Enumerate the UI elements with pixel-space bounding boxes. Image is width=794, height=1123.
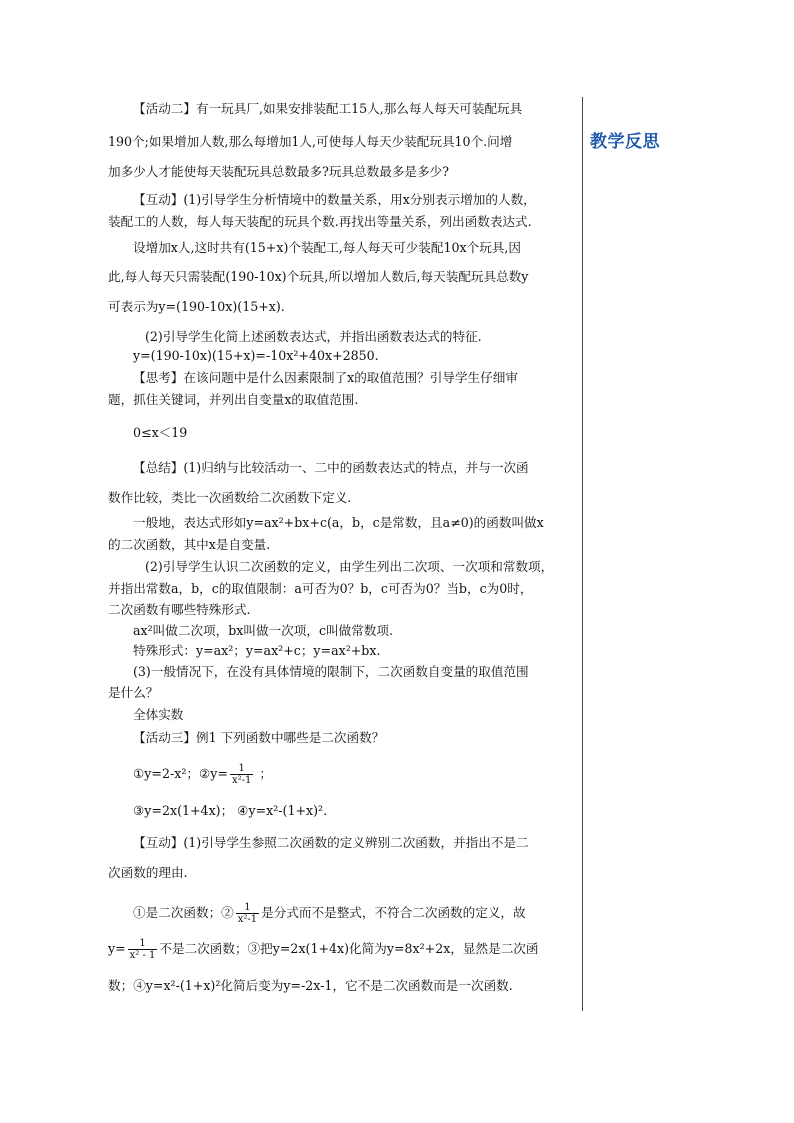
- text-line: 【互动】(1)引导学生分析情境中的数量关系，用x分别表示增加的人数，: [133, 192, 536, 207]
- text-line: 【思考】在该问题中是什么因素限制了x的取值范围？引导学生仔细审: [133, 370, 518, 385]
- fraction-denominator: x²-1: [231, 775, 252, 786]
- text-line: 的二次函数，其中x是自变量.: [108, 537, 271, 552]
- example-functions-line: [133, 763, 603, 786]
- text-line: 二次函数有哪些特殊形式.: [108, 602, 251, 617]
- answer-line-1: [133, 902, 603, 925]
- text-line: 【活动二】有一玩具厂,如果安排装配工15人,那么每人每天可装配玩具: [133, 101, 523, 116]
- fraction-numerator: 1: [230, 763, 253, 775]
- text-line: 全体实数: [133, 707, 184, 722]
- answer2-text-b: 不是二次函数；③把y=2x(1+4x)化简为y=8x²+2x，显然是二次函: [159, 941, 539, 956]
- reflection-heading: 教学反思: [590, 132, 660, 152]
- column-divider: [582, 97, 583, 1011]
- text-line: 数作比较，类比一次函数给二次函数下定义.: [108, 490, 352, 505]
- fraction-numerator: 1: [128, 938, 158, 950]
- text-line: 题，抓住关键词，并列出自变量x的取值范围.: [108, 392, 359, 407]
- fraction: [128, 938, 158, 961]
- text-line: y=(190-10x)(15+x)=-10x²+40x+2850.: [133, 348, 379, 363]
- text-line: (2)引导学生化简上述函数表达式，并指出函数表达式的特征.: [145, 329, 482, 344]
- text-line: 【互动】(1)引导学生参照二次函数的定义辨别二次函数，并指出不是二: [133, 835, 529, 850]
- text-line: 0≤x＜19: [133, 425, 188, 440]
- text-line: 可表示为y=(190-10x)(15+x).: [108, 299, 285, 314]
- example-text-a: ①y=2-x²；②y=: [133, 766, 228, 781]
- text-line: (3)一般情况下，在没有具体情境的限制下，二次函数自变量的取值范围: [133, 664, 529, 679]
- text-line: 设增加x人,这时共有(15+x)个装配工,每人每天可少装配10x个玩具,因: [133, 240, 521, 255]
- text-line: 次函数的理由.: [108, 865, 188, 880]
- text-line: 190个;如果增加人数,那么每增加1人,可使每人每天少装配玩具10个.问增: [108, 134, 513, 149]
- example-text-b: ；: [255, 766, 272, 781]
- fraction-denominator: x² - 1: [129, 950, 156, 961]
- text-line: (2)引导学生认识二次函数的定义，由学生列出二次项、一次项和常数项，: [145, 559, 554, 574]
- answer2-text-a: y=: [108, 941, 126, 956]
- text-line: 一般地，表达式形如y=ax²+bx+c(a，b，c是常数，且a≠0)的函数叫做x: [133, 515, 544, 530]
- fraction-numerator: 1: [236, 902, 259, 914]
- text-line: 特殊形式：y=ax²；y=ax²+c；y=ax²+bx.: [133, 643, 381, 658]
- text-line: 并指出常数a，b，c的取值限制：a可否为0？b，c可否为0？当b，c为0时，: [108, 581, 533, 596]
- text-line: ③y=2x(1+4x)； ④y=x²-(1+x)².: [133, 803, 328, 818]
- text-line: 此,每人每天只需装配(190-10x)个玩具,所以增加人数后,每天装配玩具总数y: [108, 269, 529, 284]
- fraction: [230, 763, 253, 786]
- text-line: ax²叫做二次项，bx叫做一次项，c叫做常数项.: [133, 623, 393, 638]
- text-line: 是什么？: [108, 685, 159, 700]
- answer1-text-a: ①是二次函数；②: [133, 905, 234, 920]
- answer1-text-b: 是分式而不是整式，不符合二次函数的定义，故: [261, 905, 526, 920]
- fraction: [236, 902, 259, 925]
- text-line: 数；④y=x²-(1+x)²化简后变为y=-2x-1，它不是二次函数而是一次函数.: [108, 978, 513, 993]
- text-line: 装配工的人数，每人每天装配的玩具个数.再找出等量关系，列出函数表达式.: [108, 214, 532, 229]
- text-line: 【活动三】例1 下列函数中哪些是二次函数？: [133, 730, 385, 745]
- text-line: 加多少人才能使每天装配玩具总数最多?玩具总数最多是多少?: [108, 164, 449, 179]
- fraction-denominator: x²-1: [237, 914, 258, 925]
- answer-line-2: [108, 938, 578, 961]
- text-line: 【总结】(1)归纳与比较活动一、二中的函数表达式的特点，并与一次函: [133, 460, 529, 475]
